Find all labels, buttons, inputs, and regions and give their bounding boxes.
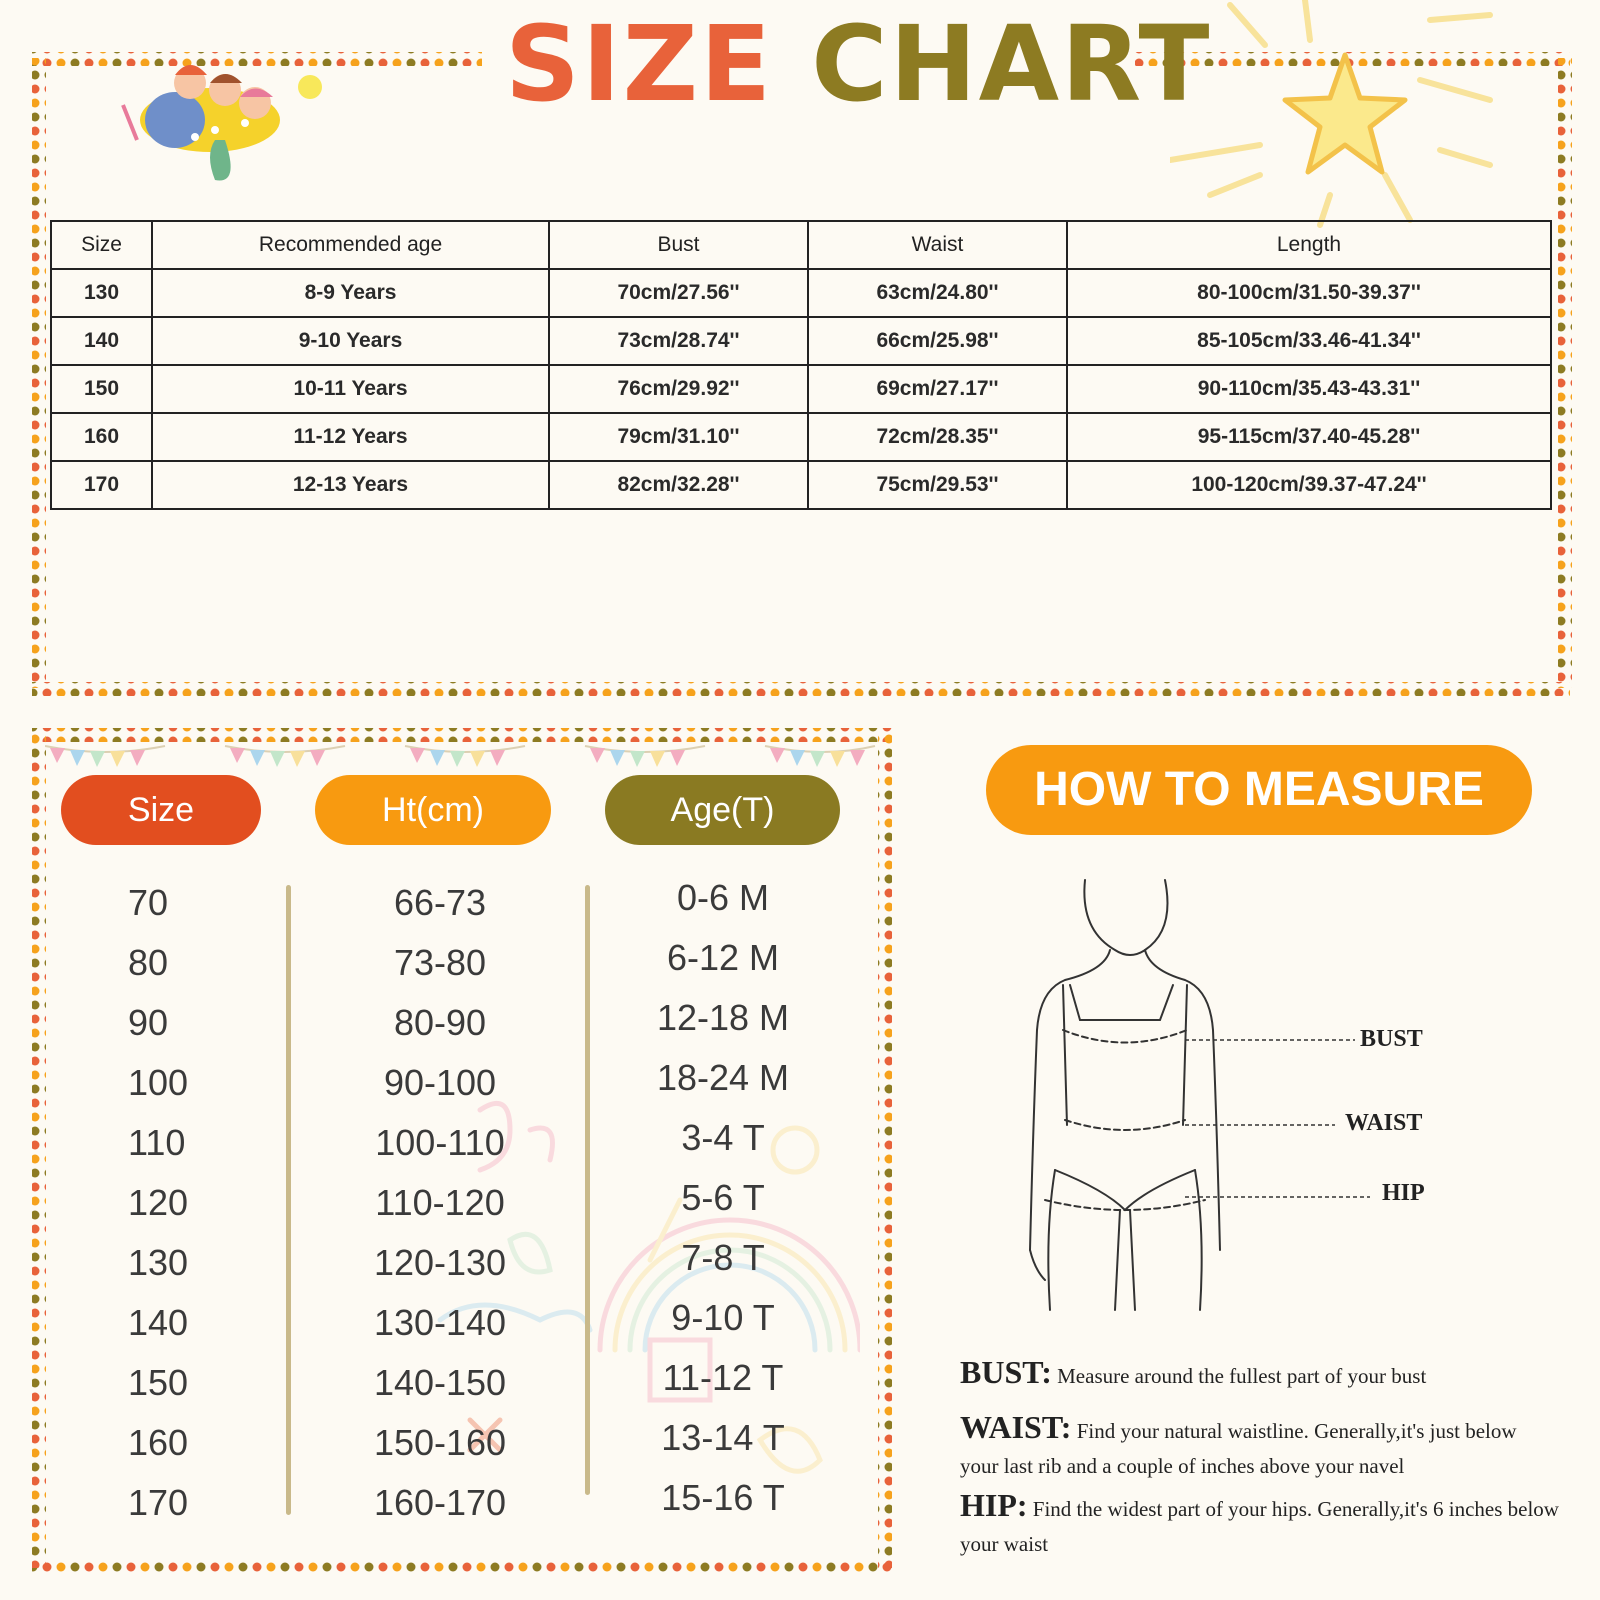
page-title [505, 3, 1212, 125]
waist-description [960, 1410, 1560, 1484]
header-bust: Bust [549, 221, 808, 269]
column-divider [286, 885, 291, 1515]
cell-size: 130 [51, 269, 152, 317]
age-value: 5-6 T [681, 1177, 765, 1218]
cell-length: 80-100cm/31.50-39.37'' [1067, 269, 1551, 317]
height-value: 130-140 [373, 1302, 507, 1343]
cell-waist: 66cm/25.98'' [808, 317, 1067, 365]
height-value: 150-160 [373, 1422, 507, 1463]
cell-size: 150 [51, 365, 152, 413]
kids-airplane-illustration [115, 45, 335, 185]
title-word-chart: CHART [811, 3, 1212, 125]
height-value: 160-170 [373, 1482, 507, 1523]
hip-figure-label: HIP [1382, 1180, 1425, 1206]
age-value: 11-12 T [662, 1357, 784, 1398]
header-waist: Waist [808, 221, 1067, 269]
age-value: 13-14 T [661, 1417, 785, 1458]
star-illustration [1170, 0, 1590, 230]
height-value: 110-120 [375, 1182, 505, 1223]
header-length: Length [1067, 221, 1551, 269]
age-header-label: Age(T) [670, 791, 775, 829]
cell-age: 10-11 Years [152, 365, 549, 413]
table-row [51, 365, 1551, 413]
age-column [623, 868, 823, 1528]
age-value: 0-6 M [676, 877, 770, 918]
cell-waist: 69cm/27.17'' [808, 365, 1067, 413]
cell-length: 95-115cm/37.40-45.28'' [1067, 413, 1551, 461]
height-column [340, 873, 540, 1533]
table-row [51, 269, 1551, 317]
cell-bust: 82cm/32.28'' [549, 461, 808, 509]
header-size: Size [51, 221, 152, 269]
height-value: 140-150 [373, 1362, 507, 1403]
cell-size: 140 [51, 317, 152, 365]
size-value: 70 [128, 882, 169, 923]
size-value: 170 [128, 1482, 189, 1523]
cell-length: 100-120cm/39.37-47.24'' [1067, 461, 1551, 509]
size-value: 100 [128, 1062, 189, 1103]
cell-waist: 63cm/24.80'' [808, 269, 1067, 317]
hip-description [960, 1488, 1560, 1562]
height-value: 66-73 [393, 882, 487, 923]
height-value: 120-130 [373, 1242, 507, 1283]
size-column [128, 873, 248, 1533]
size-value: 110 [128, 1122, 186, 1163]
size-header-label: Size [127, 791, 195, 829]
cell-bust: 76cm/29.92'' [549, 365, 808, 413]
header-recommended-age: Recommended age [152, 221, 549, 269]
waist-figure-label: WAIST [1345, 1110, 1423, 1136]
table-header-row [51, 221, 1551, 269]
table-row [51, 317, 1551, 365]
cell-bust: 79cm/31.10'' [549, 413, 808, 461]
size-column-header [61, 775, 261, 845]
bust-text: Measure around the fullest part of your bust [1057, 1364, 1427, 1388]
height-value: 80-90 [393, 1002, 487, 1043]
age-value: 3-4 T [681, 1117, 765, 1158]
cell-size: 160 [51, 413, 152, 461]
cell-age: 9-10 Years [152, 317, 549, 365]
age-value: 18-24 M [656, 1057, 790, 1098]
how-to-measure-banner [986, 745, 1532, 835]
bust-figure-label: BUST [1360, 1026, 1423, 1052]
table-row [51, 413, 1551, 461]
size-value: 130 [128, 1242, 189, 1283]
hip-term: HIP: [960, 1487, 1028, 1523]
title-word-size: SIZE [505, 3, 774, 125]
cell-age: 11-12 Years [152, 413, 549, 461]
height-column-header [315, 775, 551, 845]
age-value: 7-8 T [681, 1237, 765, 1278]
waist-text: Find your natural waistline. Generally,it's just below your last rib and a couple of inches above your navel [960, 1419, 1517, 1478]
age-value: 9-10 T [671, 1297, 775, 1338]
cell-waist: 72cm/28.35'' [808, 413, 1067, 461]
height-value: 73-80 [393, 942, 487, 983]
cell-waist: 75cm/29.53'' [808, 461, 1067, 509]
column-divider [585, 885, 590, 1495]
age-value: 12-18 M [656, 997, 790, 1038]
bust-term: BUST: [960, 1354, 1052, 1390]
size-value: 150 [128, 1362, 189, 1403]
cell-age: 8-9 Years [152, 269, 549, 317]
how-to-measure-title: HOW TO MEASURE [1034, 763, 1484, 816]
age-column-header [605, 775, 840, 845]
size-value: 140 [128, 1302, 189, 1343]
age-value: 15-16 T [661, 1477, 785, 1518]
size-value: 80 [128, 942, 169, 983]
cell-bust: 70cm/27.56'' [549, 269, 808, 317]
cell-age: 12-13 Years [152, 461, 549, 509]
cell-length: 90-110cm/35.43-43.31'' [1067, 365, 1551, 413]
cell-size: 170 [51, 461, 152, 509]
table-row [51, 461, 1551, 509]
cell-length: 85-105cm/33.46-41.34'' [1067, 317, 1551, 365]
bust-description [960, 1355, 1560, 1394]
measurement-table [50, 220, 1552, 510]
cell-bust: 73cm/28.74'' [549, 317, 808, 365]
waist-term: WAIST: [960, 1409, 1072, 1445]
age-value: 6-12 M [666, 937, 780, 978]
height-value: 90-100 [383, 1062, 497, 1103]
height-header-label: Ht(cm) [382, 791, 484, 829]
size-value: 90 [128, 1002, 169, 1043]
height-value: 100-110 [375, 1122, 505, 1163]
size-value: 160 [128, 1422, 189, 1463]
size-value: 120 [128, 1182, 189, 1223]
hip-text: Find the widest part of your hips. Generally,it's 6 inches below your waist [960, 1497, 1559, 1556]
